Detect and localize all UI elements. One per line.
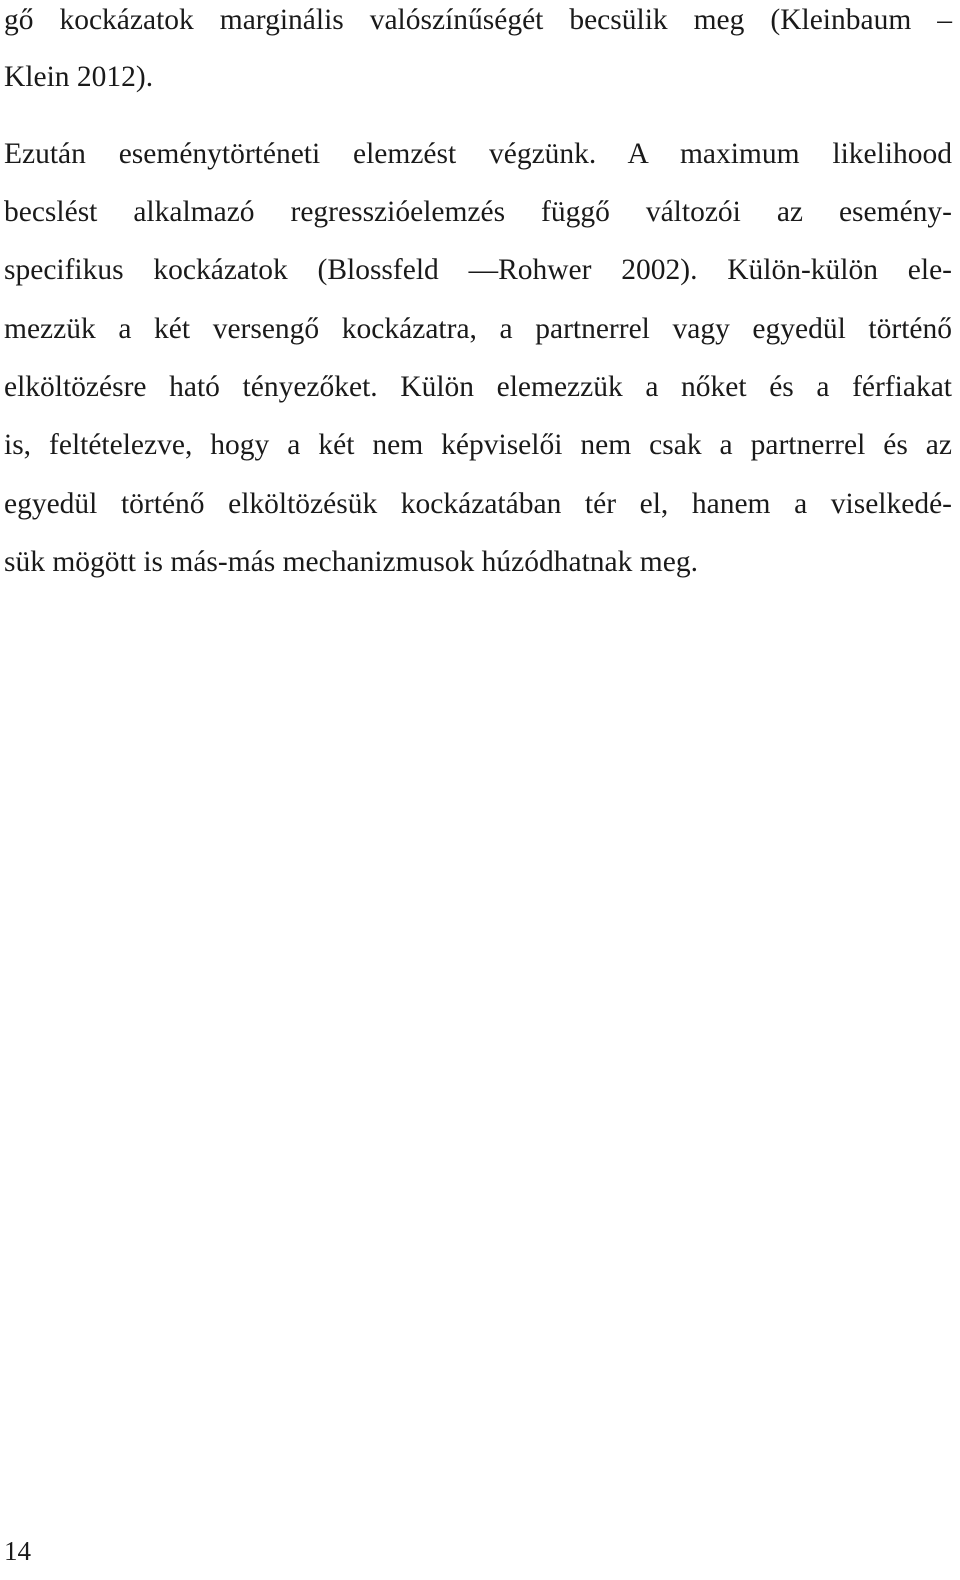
paragraph-2-line-7: egyedül történő elköltözésük kockázatában tér el, hanem a viselkedé- xyxy=(4,488,952,520)
paragraph-2-line-8: sük mögött is más-más mechanizmusok húzódhatnak meg. xyxy=(4,546,698,578)
paragraph-2-line-4: mezzük a két versengő kockázatra, a partnerrel vagy egyedül történő xyxy=(4,313,952,345)
paragraph-2-line-1: Ezután eseménytörténeti elemzést végzünk. A maximum likelihood xyxy=(4,138,952,170)
paragraph-2-line-2: becslést alkalmazó regresszióelemzés függő változói az esemény- xyxy=(4,196,952,228)
paragraph-1-line-1: gő kockázatok marginális valószínűségét becsülik meg (Kleinbaum – xyxy=(4,4,952,36)
paragraph-2-line-6: is, feltételezve, hogy a két nem képviselői nem csak a partnerrel és az xyxy=(4,429,952,461)
paragraph-2-line-5: elköltözésre ható tényezőket. Külön elemezzük a nőket és a férfiakat xyxy=(4,371,952,403)
page-number: 14 xyxy=(4,1536,31,1566)
paragraph-2-line-3: specifikus kockázatok (Blossfeld —Rohwer 2002). Külön-külön ele- xyxy=(4,254,952,286)
paragraph-1-line-2: Klein 2012). xyxy=(4,61,154,93)
